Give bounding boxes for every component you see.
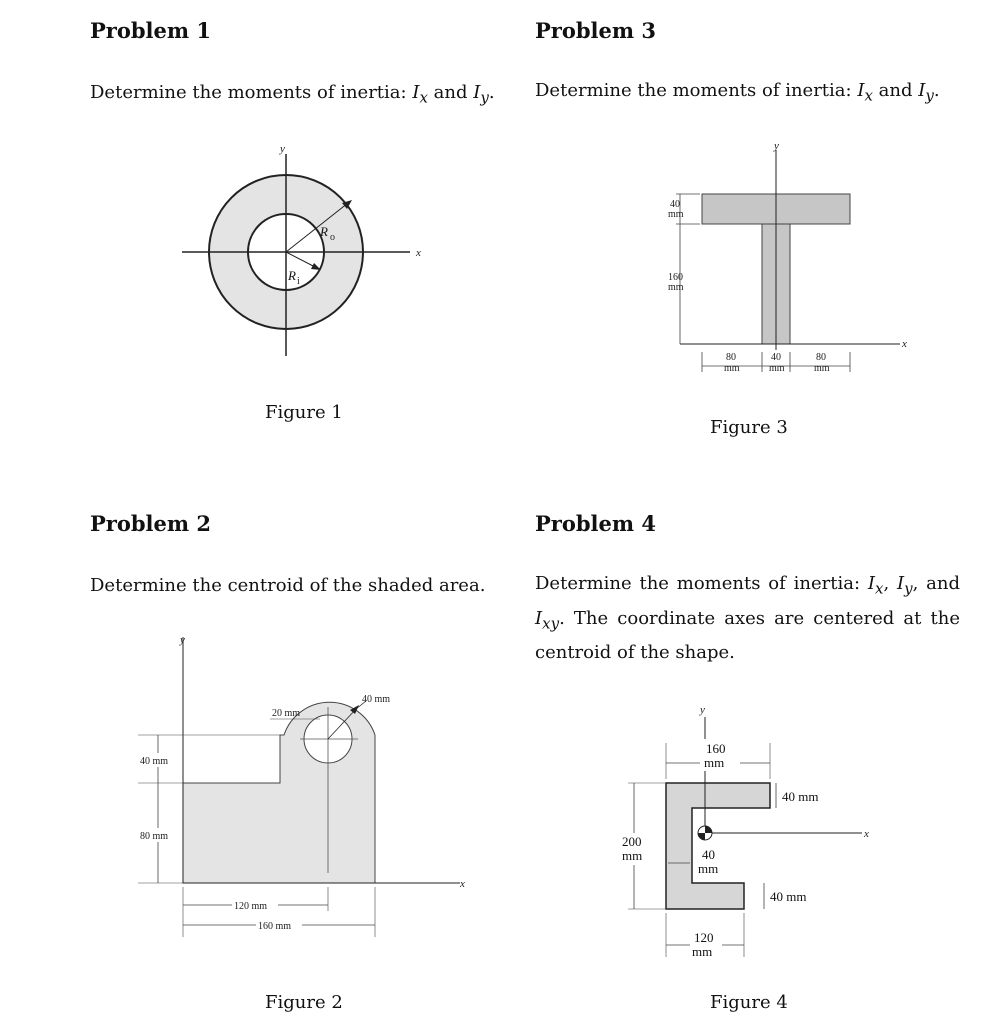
fig2-y-label: y (180, 634, 185, 646)
dim-40-web-num: 40 (702, 847, 715, 862)
problem-4-statement: Determine the moments of inertia: $I_x$, $I_y$, and $I_{xy}$. The coordinate axes are centered at the centroid of the shape. (535, 573, 961, 664)
dim-40mm-radius: 40 mm (362, 694, 391, 705)
dim-160-unit: mm (704, 755, 725, 770)
ri-sub: i (297, 276, 300, 287)
dim-120-unit: mm (692, 944, 713, 959)
problem-1-title: Problem 1 (90, 18, 212, 43)
dim-80a-unit: mm (724, 363, 740, 374)
problem-2-statement: Determine the centroid of the shaded area. (90, 575, 486, 596)
dim-40mm-height: 40 mm (140, 756, 169, 767)
dim-160mm: 160 mm (258, 921, 292, 932)
dim-80a-num: 80 (726, 352, 736, 363)
dim-160-unit: mm (668, 282, 684, 293)
centroid-marker (698, 826, 712, 840)
fig2-x-label: x (460, 878, 465, 890)
ro-sub: o (330, 232, 335, 243)
fig1-y-label: y (280, 143, 285, 155)
problem-2-title: Problem 2 (90, 511, 212, 536)
dim-80mm-height: 80 mm (140, 831, 169, 842)
problem-4-title: Problem 4 (535, 511, 657, 536)
dim-120mm: 120 mm (234, 901, 268, 912)
dim-40b-num: 40 (771, 352, 781, 363)
problem-1-statement: Determine the moments of inertia: $I_x$ and $I_y$. (90, 82, 495, 107)
dim-160-num: 160 (706, 741, 726, 756)
figure-4-caption: Figure 4 (710, 992, 788, 1013)
figure-2-composite-shape (130, 625, 480, 945)
dim-40-unit: mm (668, 209, 684, 220)
dim-200-num: 200 (622, 834, 642, 849)
figure-1-annulus (170, 140, 440, 365)
fig3-y-label: y (774, 140, 779, 152)
dim-40mm-top-flange: 40 mm (782, 789, 819, 804)
figure-3-t-section (650, 140, 920, 385)
dim-160-num: 160 (668, 272, 683, 283)
ri-label: R (288, 268, 296, 283)
dim-200-unit: mm (622, 848, 643, 863)
dim-80b-num: 80 (816, 352, 826, 363)
dim-80b-unit: mm (814, 363, 830, 374)
fig3-x-label: x (902, 338, 907, 350)
figure-1-caption: Figure 1 (265, 402, 343, 423)
problem-3-title: Problem 3 (535, 18, 657, 43)
problem-3-statement: Determine the moments of inertia: $I_x$ and $I_y$. (535, 80, 940, 105)
figure-2-caption: Figure 2 (265, 992, 343, 1013)
figure-3-caption: Figure 3 (710, 417, 788, 438)
ro-label: R (320, 224, 328, 239)
dim-20mm: 20 mm (272, 708, 301, 719)
dim-40mm-bottom-flange: 40 mm (770, 889, 807, 904)
dim-40b-unit: mm (769, 363, 785, 374)
figure-4-channel-section (600, 695, 890, 975)
fig4-x-label: x (864, 828, 869, 840)
dim-40-num: 40 (670, 199, 680, 210)
fig4-y-label: y (700, 704, 705, 716)
fig1-x-label: x (416, 247, 421, 259)
c-channel (666, 783, 770, 909)
dim-120-num: 120 (694, 930, 714, 945)
dim-40-web-unit: mm (698, 861, 719, 876)
